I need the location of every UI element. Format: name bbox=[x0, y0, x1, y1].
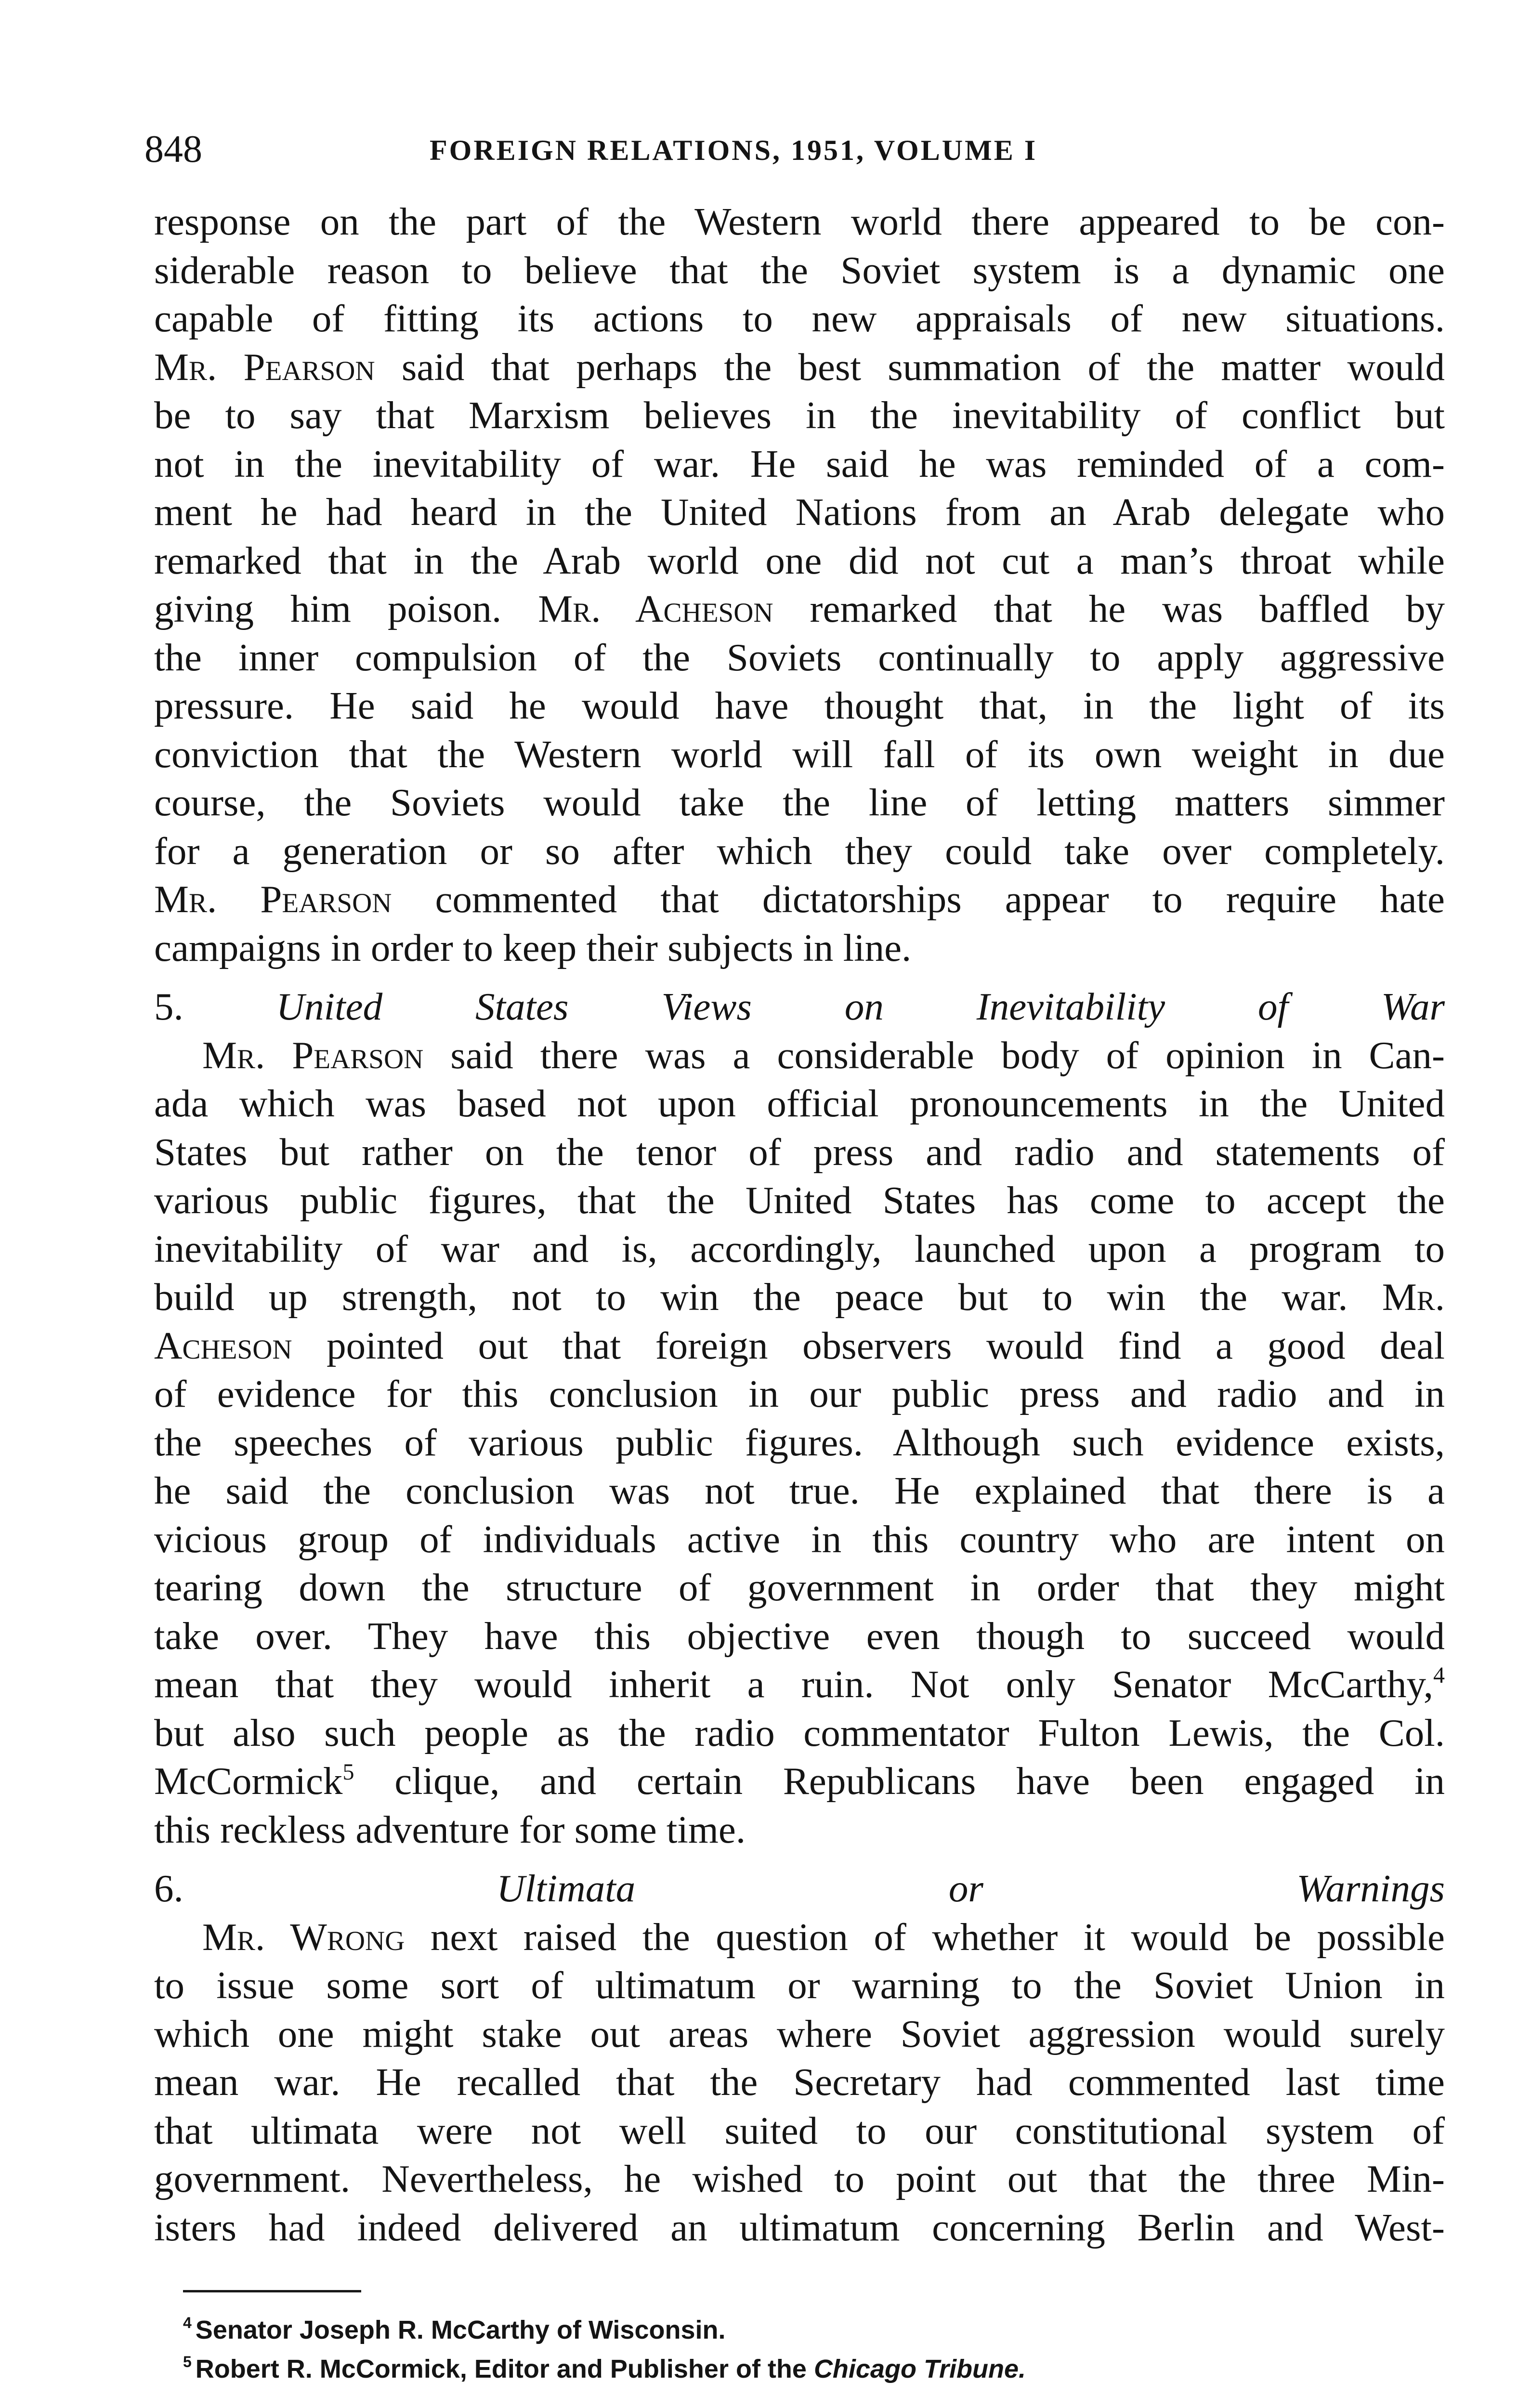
text-line: inevitability of war and is, accordingly, launched upon a program to bbox=[154, 1227, 1445, 1270]
text-line: that ultimata were not well suited to our constitutional system of bbox=[154, 2108, 1445, 2152]
speaker-name: Mr. Acheson bbox=[538, 587, 773, 630]
section-title: Ultimata or Warnings bbox=[497, 1867, 1445, 1910]
footnote-4 bbox=[183, 2307, 1435, 2346]
text-fragment: build up strength, not to win the peace but to win the war. bbox=[154, 1275, 1382, 1319]
running-title: FOREIGN RELATIONS, 1951, VOLUME I bbox=[430, 134, 1038, 166]
text-line: vicious group of individuals active in this country who are intent on bbox=[154, 1517, 1445, 1561]
text-line: to issue some sort of ultimatum or warning to the Soviet Union in bbox=[154, 1963, 1445, 2007]
text-line: of evidence for this conclusion in our public press and radio and in bbox=[154, 1372, 1445, 1415]
speaker-name: Acheson bbox=[154, 1323, 292, 1367]
text-fragment: clique, and certain Republicans have been engaged in bbox=[354, 1759, 1445, 1803]
text-line: campaigns in order to keep their subjects in line. bbox=[154, 926, 912, 969]
text-line bbox=[154, 1660, 1445, 1709]
text-line bbox=[154, 343, 1445, 392]
text-line: siderable reason to believe that the Soviet system is a dynamic one bbox=[154, 248, 1445, 292]
text-line bbox=[154, 1322, 1445, 1370]
page-number: 848 bbox=[144, 128, 202, 170]
text-fragment: said that perhaps the best summation of the matter would bbox=[375, 345, 1445, 389]
text-line: take over. They have this objective even though to succeed would bbox=[154, 1614, 1445, 1658]
text-line: but also such people as the radio commentator Fulton Lewis, the Col. bbox=[154, 1711, 1445, 1754]
text-fragment: next raised the question of whether it would be possible bbox=[405, 1915, 1445, 1959]
text-line: mean war. He recalled that the Secretary had commented last time bbox=[154, 2060, 1445, 2104]
text-line: which one might stake out areas where Soviet aggression would surely bbox=[154, 2012, 1445, 2055]
text-line: pressure. He said he would have thought that, in the light of its bbox=[154, 684, 1445, 727]
footnote-text: Senator Joseph R. McCarthy of Wisconsin. bbox=[195, 2316, 726, 2344]
text-fragment: commented that dictatorships appear to require hate bbox=[392, 877, 1445, 921]
footnote-mark: 5 bbox=[183, 2353, 192, 2370]
text-line: course, the Soviets would take the line of letting matters simmer bbox=[154, 781, 1445, 824]
speaker-name: Mr. Pearson bbox=[154, 345, 375, 389]
footnote-divider bbox=[183, 2290, 361, 2292]
text-line: ada which was based not upon official pronouncements in the United bbox=[154, 1082, 1445, 1125]
footnote-5 bbox=[183, 2346, 1435, 2385]
running-head bbox=[144, 123, 1454, 181]
section-heading bbox=[154, 1864, 1445, 1913]
text-line: government. Nevertheless, he wished to point out that the three Min- bbox=[154, 2157, 1445, 2200]
text-line bbox=[154, 1031, 1445, 1080]
text-line: not in the inevitability of war. He said he was reminded of a com- bbox=[154, 442, 1445, 485]
speaker-name: Mr. bbox=[1382, 1275, 1445, 1319]
text-line: capable of fitting its actions to new appraisals of new situations. bbox=[154, 297, 1445, 340]
text-fragment: said there was a considerable body of opinion in Can- bbox=[423, 1033, 1445, 1077]
text-fragment: giving him poison. bbox=[154, 587, 538, 630]
speaker-name: Mr. Wrong bbox=[202, 1915, 405, 1959]
text-line bbox=[154, 1273, 1445, 1322]
footnote-text: Robert R. McCormick, Editor and Publisher of the bbox=[195, 2355, 814, 2383]
publication-title: Chicago Tribune. bbox=[813, 2355, 1026, 2383]
text-line: remarked that in the Arab world one did not cut a man’s throat while bbox=[154, 538, 1445, 582]
footnote-ref-4[interactable]: 4 bbox=[1433, 1662, 1445, 1688]
section-number: 5. bbox=[154, 985, 183, 1028]
text-line bbox=[154, 1757, 1445, 1806]
text-line: response on the part of the Western world there appeared to be con- bbox=[154, 200, 1445, 243]
section-number: 6. bbox=[154, 1867, 183, 1910]
text-line: various public figures, that the United States has come to accept the bbox=[154, 1178, 1445, 1222]
text-line: for a generation or so after which they could take over completely. bbox=[154, 829, 1445, 873]
text-line: States but rather on the tenor of press and radio and statements of bbox=[154, 1130, 1445, 1174]
text-line bbox=[154, 1913, 1445, 1962]
body-text bbox=[154, 197, 1445, 2251]
text-fragment: mean that they would inherit a ruin. Not only Senator McCarthy, bbox=[154, 1662, 1433, 1706]
text-line: he said the conclusion was not true. He explained that there is a bbox=[154, 1469, 1445, 1512]
text-fragment: remarked that he was baffled by bbox=[773, 587, 1445, 630]
text-line: tearing down the structure of government in order that they might bbox=[154, 1566, 1445, 1609]
text-line: the inner compulsion of the Soviets continually to apply aggressive bbox=[154, 635, 1445, 679]
text-line: be to say that Marxism believes in the inevitability of conflict but bbox=[154, 393, 1445, 437]
text-line: ment he had heard in the United Nations from an Arab delegate who bbox=[154, 490, 1445, 534]
text-line bbox=[154, 875, 1445, 924]
text-fragment: pointed out that foreign observers would find a good deal bbox=[292, 1323, 1445, 1367]
footnotes bbox=[183, 2307, 1435, 2385]
text-line: this reckless adventure for some time. bbox=[154, 1807, 746, 1851]
section-heading bbox=[154, 982, 1445, 1031]
text-line bbox=[154, 585, 1445, 633]
section-title: United States Views on Inevitability of War bbox=[276, 985, 1445, 1028]
text-fragment: McCormick bbox=[154, 1759, 343, 1803]
text-line: conviction that the Western world will fall of its own weight in due bbox=[154, 732, 1445, 776]
speaker-name: Mr. Pearson bbox=[154, 877, 392, 921]
footnote-mark: 4 bbox=[183, 2314, 192, 2331]
footnote-ref-5[interactable]: 5 bbox=[342, 1759, 354, 1785]
text-line: the speeches of various public figures. Although such evidence exists, bbox=[154, 1420, 1445, 1464]
text-line: isters had indeed delivered an ultimatum concerning Berlin and West- bbox=[154, 2205, 1445, 2249]
speaker-name: Mr. Pearson bbox=[202, 1033, 424, 1077]
